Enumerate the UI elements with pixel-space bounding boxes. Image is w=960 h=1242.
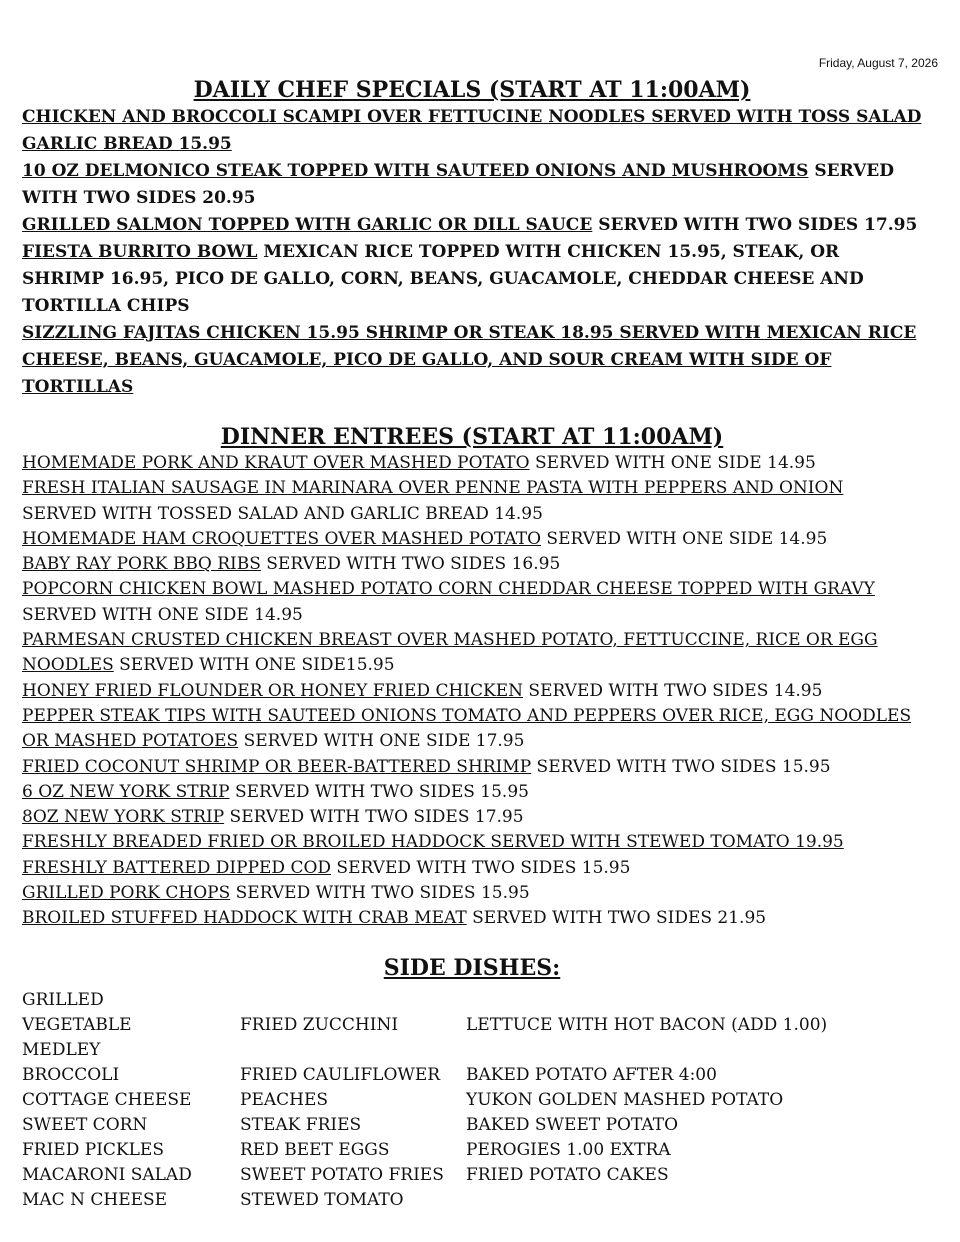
item-details: SERVED WITH ONE SIDE 17.95 bbox=[238, 731, 525, 752]
item-details: SERVED WITH TWO SIDES 14.95 bbox=[523, 680, 823, 701]
entree-item bbox=[22, 704, 922, 755]
item-name: BABY RAY PORK BBQ RIBS bbox=[22, 554, 261, 575]
item-details: SERVED WITH TWO SIDES 20.95 bbox=[22, 161, 894, 208]
special-item bbox=[22, 239, 922, 320]
entree-item bbox=[22, 755, 922, 780]
special-item bbox=[22, 320, 922, 401]
side-dish bbox=[466, 1188, 866, 1213]
side-dish: PEACHES bbox=[240, 1089, 329, 1110]
side-dish: STEAK FRIES bbox=[240, 1114, 362, 1135]
item-name: 8OZ NEW YORK STRIP bbox=[22, 807, 225, 828]
side-dish: FRIED POTATO CAKES bbox=[466, 1164, 669, 1185]
special-item bbox=[22, 104, 922, 158]
item-name: 6 OZ NEW YORK STRIP bbox=[22, 781, 230, 802]
item-name: FRESH ITALIAN SAUSAGE IN MARINARA OVER PENNE PASTA WITH PEPPERS AND ONION bbox=[22, 478, 844, 499]
side-dish: FRIED PICKLES bbox=[22, 1139, 164, 1160]
item-details: SERVED WITH ONE SIDE 14.95 bbox=[529, 453, 816, 473]
special-item bbox=[22, 158, 922, 212]
sides-grid bbox=[22, 988, 922, 1213]
menu-page bbox=[22, 76, 922, 1213]
side-dish: BAKED SWEET POTATO bbox=[466, 1114, 679, 1135]
side-dish: PEROGIES 1.00 EXTRA bbox=[466, 1139, 671, 1160]
item-details: SERVED WITH TWO SIDES 17.95 bbox=[224, 807, 524, 828]
specials-heading: DAILY CHEF SPECIALS (START AT 11:00AM) bbox=[193, 77, 751, 103]
entree-item bbox=[22, 830, 922, 855]
entree-item bbox=[22, 805, 922, 830]
entree-item bbox=[22, 881, 922, 906]
item-details: SERVED WITH TWO SIDES 17.95 bbox=[592, 215, 918, 235]
side-dish: MACARONI SALAD bbox=[22, 1164, 192, 1185]
entree-item bbox=[22, 451, 922, 476]
item-details: SERVED WITH ONE SIDE 14.95 bbox=[541, 528, 828, 549]
side-dish: MAC N CHEESE bbox=[22, 1189, 168, 1210]
item-name: HOMEMADE HAM CROQUETTES OVER MASHED POTATO bbox=[22, 528, 542, 549]
item-details: SERVED WITH TWO SIDES 15.95 bbox=[229, 781, 529, 802]
item-name: FIESTA BURRITO BOWL bbox=[22, 242, 258, 262]
item-name: FRESHLY BATTERED DIPPED COD bbox=[22, 857, 332, 878]
entree-item bbox=[22, 679, 922, 704]
item-name: HOMEMADE PORK AND KRAUT OVER MASHED POTATO bbox=[22, 453, 530, 473]
side-dish: LETTUCE WITH HOT BACON (ADD 1.00) bbox=[466, 1014, 828, 1035]
item-details: MEXICAN RICE TOPPED WITH CHICKEN 15.95, STEAK, OR SHRIMP 16.95, PICO DE GALLO, CORN, BEANS, GUACAMOLE, CHEDDAR CHEESE AND TORTILLA CHIPS bbox=[22, 242, 864, 316]
item-name: GRILLED PORK CHOPS bbox=[22, 883, 231, 904]
entree-item bbox=[22, 527, 922, 552]
item-name: PARMESAN CRUSTED CHICKEN BREAST OVER MASHED POTATO, FETTUCCINE, RICE OR EGG NOODLES bbox=[22, 630, 878, 676]
item-details: SERVED WITH TWO SIDES 15.95 bbox=[331, 857, 631, 878]
entree-item bbox=[22, 780, 922, 805]
special-item bbox=[22, 212, 922, 239]
item-name: PEPPER STEAK TIPS WITH SAUTEED ONIONS TOMATO AND PEPPERS OVER RICE, EGG NOODLES OR MASHED POTATOES bbox=[22, 705, 912, 752]
item-name: FRESHLY BREADED FRIED OR BROILED HADDOCK SERVED WITH STEWED TOMATO 19.95 bbox=[22, 832, 844, 853]
side-dish: COTTAGE CHEESE bbox=[22, 1089, 192, 1110]
side-dish: GRILLED VEGETABLE MEDLEY bbox=[22, 989, 132, 1060]
entree-item bbox=[22, 856, 922, 881]
side-dish: YUKON GOLDEN MASHED POTATO bbox=[466, 1089, 784, 1110]
side-dish: SWEET POTATO FRIES bbox=[240, 1164, 444, 1185]
item-name: 10 OZ DELMONICO STEAK TOPPED WITH SAUTEED ONIONS AND MUSHROOMS bbox=[22, 161, 809, 181]
entree-item bbox=[22, 628, 922, 679]
item-details: SERVED WITH TOSSED SALAD AND GARLIC BREAD 14.95 bbox=[22, 503, 543, 524]
item-name: POPCORN CHICKEN BOWL MASHED POTATO CORN CHEDDAR CHEESE TOPPED WITH GRAVY bbox=[22, 579, 875, 600]
side-dish: BROCCOLI bbox=[22, 1064, 120, 1085]
item-details: SERVED WITH ONE SIDE 14.95 bbox=[22, 604, 303, 625]
item-name: SIZZLING FAJITAS CHICKEN 15.95 SHRIMP OR STEAK 18.95 SERVED WITH MEXICAN RICE CHEESE, BEANS, GUACAMOLE, PICO DE GALLO, AND SOUR CREAM WITH SIDE OF TORTILLAS bbox=[22, 323, 917, 397]
side-dish: FRIED ZUCCHINI bbox=[240, 1014, 399, 1035]
item-name: CHICKEN AND BROCCOLI SCAMPI OVER FETTUCINE NOODLES SERVED WITH TOSS SALAD GARLIC BREAD 15.95 bbox=[22, 107, 922, 154]
item-name: GRILLED SALMON TOPPED WITH GARLIC OR DILL SAUCE bbox=[22, 215, 593, 235]
specials-list bbox=[22, 104, 922, 401]
side-dish: SWEET CORN bbox=[22, 1114, 148, 1135]
entree-item bbox=[22, 906, 922, 931]
item-details: SERVED WITH ONE SIDE15.95 bbox=[113, 655, 395, 676]
side-dish: STEWED TOMATO bbox=[240, 1189, 404, 1210]
side-dish: RED BEET EGGS bbox=[240, 1139, 390, 1160]
entree-item bbox=[22, 552, 922, 577]
entrees-heading: DINNER ENTREES (START AT 11:00AM) bbox=[220, 424, 724, 450]
item-name: BROILED STUFFED HADDOCK WITH CRAB MEAT bbox=[22, 908, 467, 929]
menu-date: Friday, August 7, 2026 bbox=[818, 56, 938, 70]
entree-item bbox=[22, 577, 922, 628]
item-name: HONEY FRIED FLOUNDER OR HONEY FRIED CHICKEN bbox=[22, 680, 524, 701]
item-details: SERVED WITH TWO SIDES 15.95 bbox=[531, 756, 831, 777]
item-name: FRIED COCONUT SHRIMP OR BEER-BATTERED SHRIMP bbox=[22, 756, 532, 777]
sides-heading: SIDE DISHES: bbox=[383, 954, 561, 981]
entree-item bbox=[22, 476, 922, 527]
item-details: SERVED WITH TWO SIDES 15.95 bbox=[230, 883, 530, 904]
entrees-list bbox=[22, 451, 922, 932]
side-dish: BAKED POTATO AFTER 4:00 bbox=[466, 1064, 717, 1085]
side-dish: FRIED CAULIFLOWER bbox=[240, 1064, 441, 1085]
item-details: SERVED WITH TWO SIDES 16.95 bbox=[260, 554, 561, 575]
item-details: SERVED WITH TWO SIDES 21.95 bbox=[466, 908, 767, 929]
